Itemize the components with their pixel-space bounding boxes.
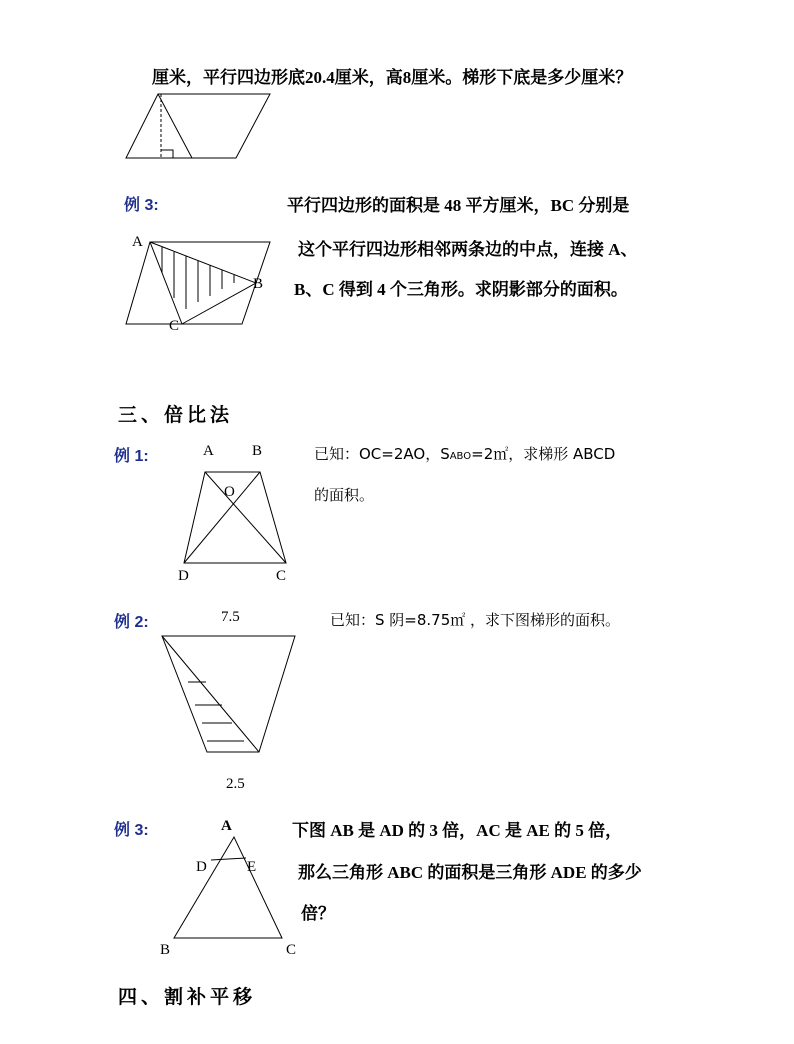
section-4-heading: 四、割补平移 [118,986,257,1008]
trapezoid-figure-abcd [184,472,286,563]
triangle-figure-abc [174,837,282,938]
point-b-label: B [252,443,263,459]
example-1-line2: 的面积。 [314,486,375,504]
example-3a-line2: 这个平行四边形相邻两条边的中点，连接 A、 [298,240,638,259]
parallelogram-figure-2 [126,242,270,324]
intro-line: 厘米，平行四边形底20.4厘米，高8厘米。梯形下底是多少厘米？ [152,68,633,87]
bottom-base-value: 2.5 [226,776,245,792]
point-a-label: A [221,818,232,834]
top-base-value: 7.5 [221,609,240,625]
point-a-label: A [203,443,214,459]
parallelogram-figure-1 [126,94,270,158]
point-a-label: A [132,234,143,250]
point-c-label: C [169,318,180,334]
point-c-label: C [276,568,287,584]
example-3b-line2: 那么三角形 ABC 的面积是三角形 ADE 的多少 [298,863,642,882]
example-3a-line1: 平行四边形的面积是 48 平方厘米，BC 分别是 [287,196,630,215]
point-e-label: E [247,859,257,875]
point-b-label: B [160,942,171,958]
point-d-label: D [196,859,207,875]
section-3-heading: 三、倍比法 [118,404,234,426]
point-d-label: D [178,568,189,584]
point-b-label: B [253,276,264,292]
example-2-text: 已知：S 阴=8.75㎡ ，求下图梯形的面积。 [330,611,621,629]
example-3b-label: 例 3: [114,822,149,839]
example-1-text: 已知：OC=2AO，SABO=2㎡，求梯形 ABCD [314,445,616,463]
example-3a-line3: B、C 得到 4 个三角形。求阴影部分的面积。 [294,280,628,299]
example-1-label: 例 1: [114,448,149,465]
point-o-label: O [224,484,235,500]
example-3b-line3: 倍？ [301,904,335,923]
example-3b-line1: 下图 AB 是 AD 的 3 倍，AC 是 AE 的 5 倍， [292,821,623,840]
example-3a-label: 例 3: [124,197,159,214]
example-2-label: 例 2: [114,614,149,631]
point-c-label: C [286,942,297,958]
trapezoid-figure-shaded [162,636,295,752]
